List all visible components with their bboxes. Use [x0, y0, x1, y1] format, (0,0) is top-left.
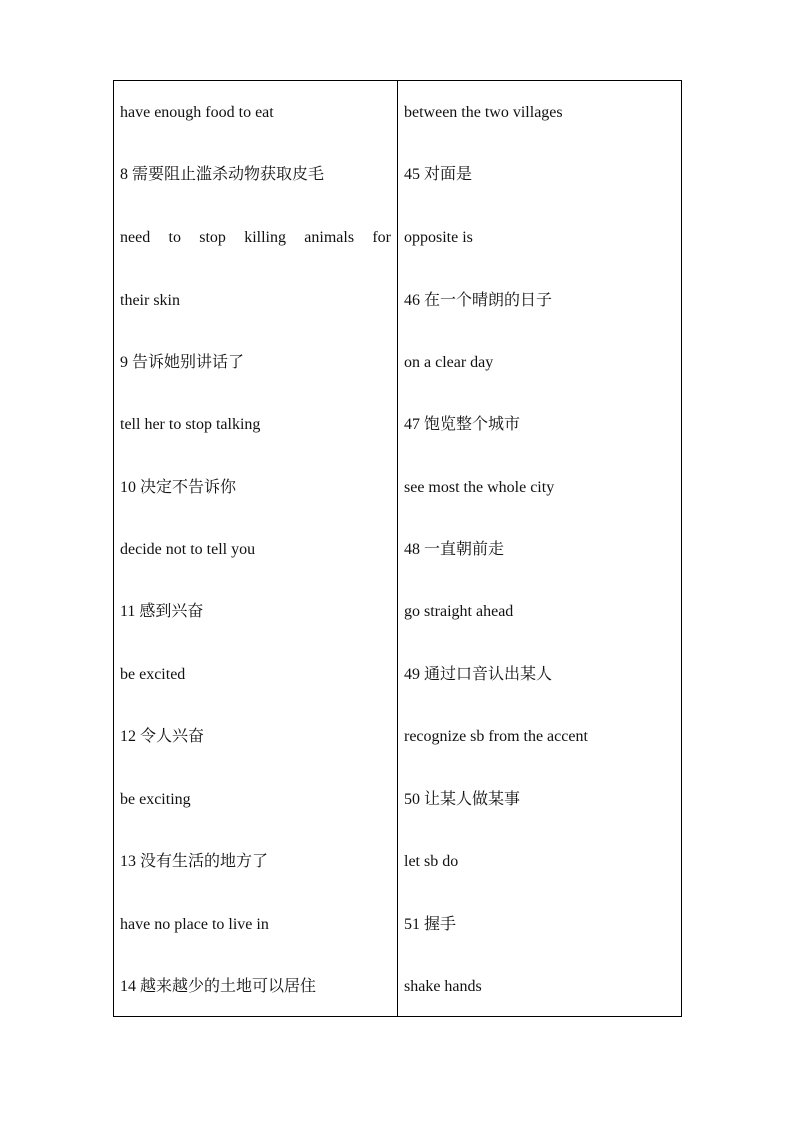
- right-line-1: between the two villages: [404, 104, 563, 121]
- right-line-4: 46 在一个晴朗的日子: [404, 292, 553, 309]
- right-line-2: 45 对面是: [404, 166, 473, 183]
- right-line-5: on a clear day: [404, 354, 494, 371]
- vocabulary-table: [113, 80, 682, 1017]
- right-line-9: go straight ahead: [404, 603, 514, 620]
- left-line-14: have no place to live in: [120, 916, 269, 933]
- right-line-15: shake hands: [404, 978, 482, 995]
- right-line-8: 48 一直朝前走: [404, 541, 505, 558]
- right-line-7: see most the whole city: [404, 479, 555, 496]
- right-line-6: 47 饱览整个城市: [404, 416, 521, 433]
- right-line-10: 49 通过口音认出某人: [404, 666, 553, 683]
- left-line-8: decide not to tell you: [120, 541, 256, 558]
- left-line-4: their skin: [120, 292, 180, 309]
- left-line-2: 8 需要阻止滥杀动物获取皮毛: [120, 166, 325, 183]
- right-line-13: let sb do: [404, 853, 459, 870]
- left-line-3: need to stop killing animals for: [120, 229, 391, 246]
- left-line-13: 13 没有生活的地方了: [120, 853, 269, 870]
- left-line-15: 14 越来越少的土地可以居住: [120, 978, 317, 995]
- right-line-11: recognize sb from the accent: [404, 728, 588, 745]
- left-line-11: 12 令人兴奋: [120, 728, 205, 745]
- left-line-9: 11 感到兴奋: [120, 603, 204, 620]
- right-line-3: opposite is: [404, 229, 473, 246]
- left-line-12: be exciting: [120, 791, 191, 808]
- left-line-5: 9 告诉她别讲话了: [120, 354, 245, 371]
- left-column: [114, 81, 398, 1016]
- left-line-10: be excited: [120, 666, 186, 683]
- left-line-7: 10 决定不告诉你: [120, 479, 237, 496]
- right-line-14: 51 握手: [404, 916, 457, 933]
- left-line-1: have enough food to eat: [120, 104, 274, 121]
- right-column: [398, 81, 681, 1016]
- right-line-12: 50 让某人做某事: [404, 791, 521, 808]
- left-line-6: tell her to stop talking: [120, 416, 261, 433]
